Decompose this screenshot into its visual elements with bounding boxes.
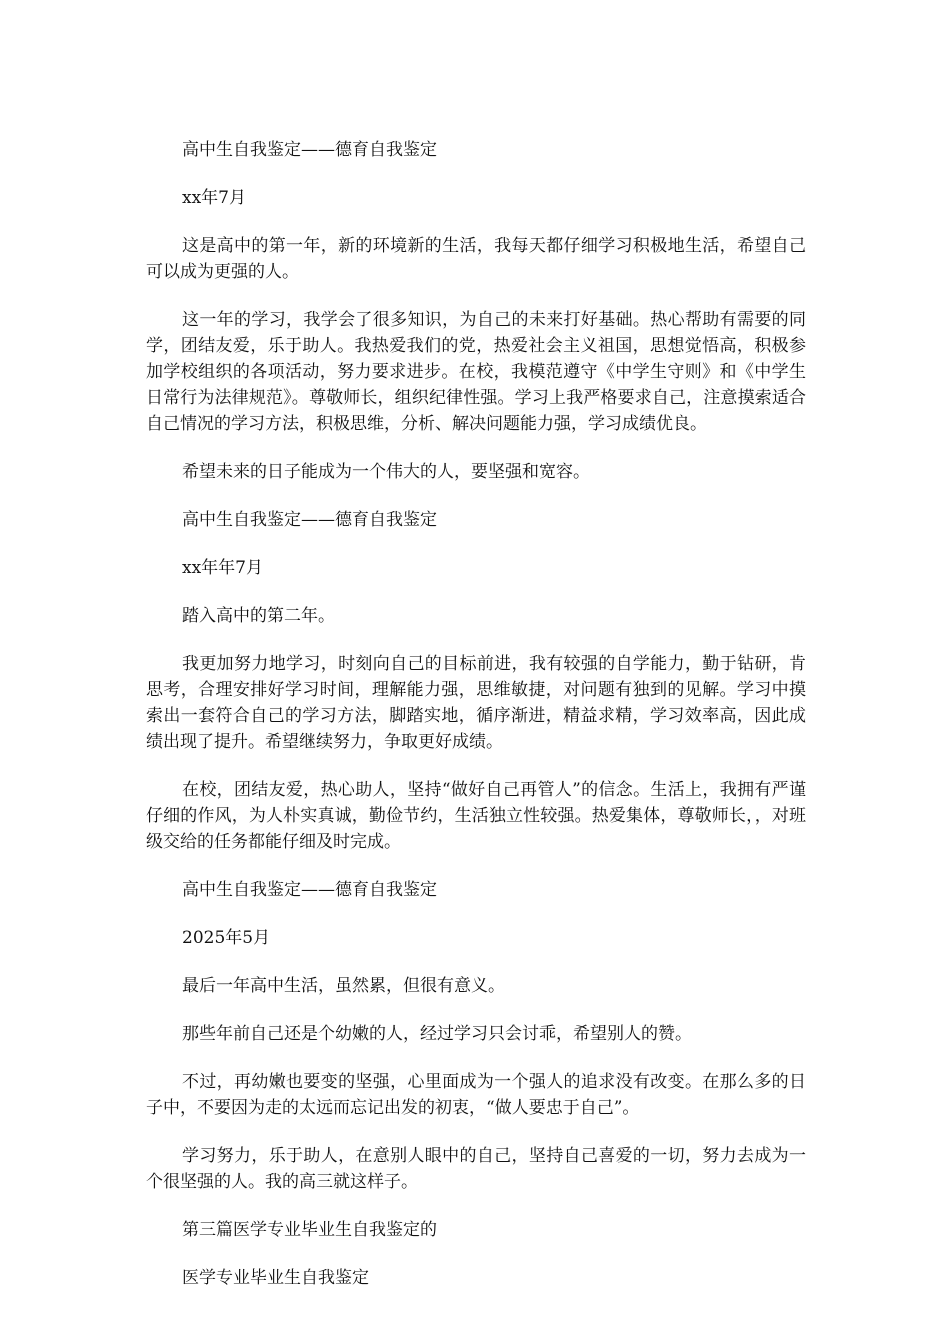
- body-paragraph: 我更加努力地学习，时刻向自己的目标前进，我有较强的自学能力，勤于钻研，肯思考，合理安排好学习时间，理解能力强，思维敏捷，对问题有独到的见解。学习中摸索出一套符合自己的学习方法，脚踏实地，循序渐进，精益求精，学习效率高，因此成绩出现了提升。希望继续努力，争取更好成绩。: [146, 654, 806, 752]
- body-paragraph: 踏入高中的第二年。: [182, 606, 335, 626]
- section-title: 第三篇医学专业毕业生自我鉴定的: [182, 1220, 437, 1240]
- body-paragraph: 学习努力，乐于助人，在意别人眼中的自己，坚持自己喜爱的一切，努力去成为一个很坚强的人。我的高三就这样子。: [146, 1146, 806, 1192]
- section-title: 高中生自我鉴定——德育自我鉴定: [182, 880, 437, 900]
- body-paragraph: 不过，再幼嫩也要变的坚强，心里面成为一个强人的追求没有改变。在那么多的日子中，不要因为走的太远而忘记出发的初衷，“做人要忠于自己”。: [146, 1072, 806, 1118]
- section-title: 高中生自我鉴定——德育自我鉴定: [182, 510, 437, 530]
- date-line: 2025年5月: [182, 928, 271, 948]
- date-line: xx年7月: [182, 188, 246, 208]
- body-paragraph: 这一年的学习，我学会了很多知识，为自己的未来打好基础。热心帮助有需要的同学，团结友爱，乐于助人。我热爱我们的党，热爱社会主义祖国，思想觉悟高，积极参加学校组织的各项活动，努力要求进步。在校，我模范遵守《中学生守则》和《中学生日常行为法律规范》。尊敬师长，组织纪律性强。学习上我严格要求自己，注意摸索适合自己情况的学习方法，积极思维，分析、解决问题能力强，学习成绩优良。: [146, 310, 806, 434]
- section-title: 医学专业毕业生自我鉴定: [182, 1268, 369, 1288]
- date-line: xx年年7月: [182, 558, 263, 578]
- body-paragraph: 那些年前自己还是个幼嫩的人，经过学习只会讨乖，希望别人的赞。: [182, 1024, 692, 1044]
- section-title: 高中生自我鉴定——德育自我鉴定: [182, 140, 437, 160]
- body-paragraph: 这是高中的第一年，新的环境新的生活，我每天都仔细学习积极地生活，希望自己可以成为更强的人。: [146, 236, 806, 282]
- document-body: [146, 137, 806, 1313]
- body-paragraph: 希望未来的日子能成为一个伟大的人，要坚强和宽容。: [182, 462, 590, 482]
- body-paragraph: 最后一年高中生活，虽然累，但很有意义。: [182, 976, 505, 996]
- body-paragraph: 在校，团结友爱，热心助人，坚持“做好自己再管人”的信念。生活上，我拥有严谨仔细的作风，为人朴实真诚，勤俭节约，生活独立性较强。热爱集体，尊敬师长，，对班级交给的任务都能仔细及时完成。: [146, 780, 806, 852]
